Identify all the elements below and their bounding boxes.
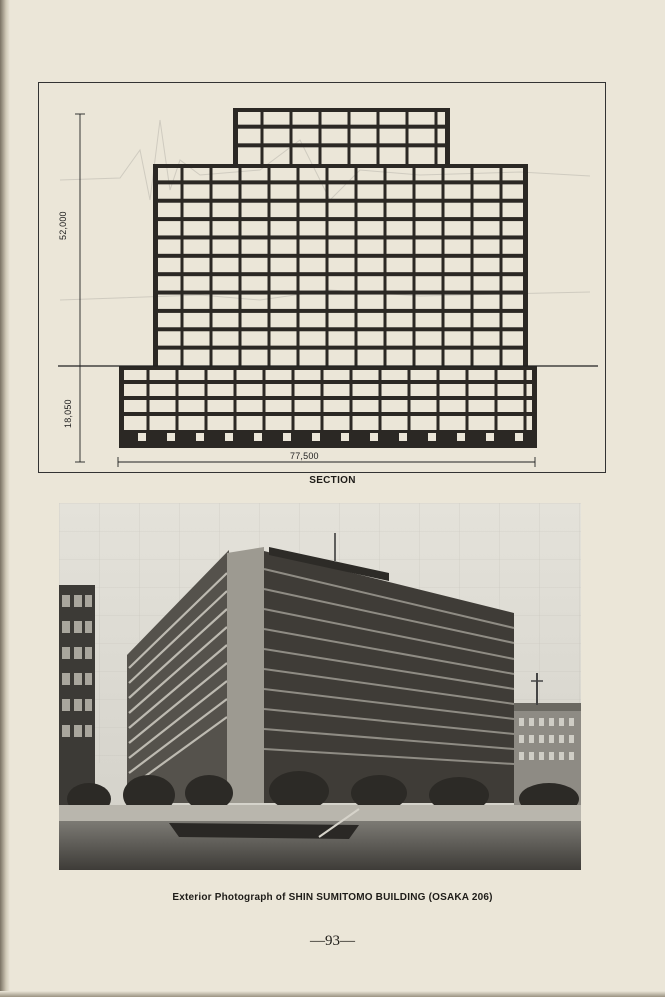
tower-column: [181, 164, 184, 366]
basement-column: [379, 366, 382, 430]
tower-column: [268, 164, 271, 366]
basement-column: [205, 366, 208, 430]
penthouse-slab: [233, 143, 450, 147]
foundation-opening: [283, 433, 291, 441]
basement-slab: [119, 396, 537, 400]
foundation-opening: [399, 433, 407, 441]
penthouse-column: [435, 108, 438, 164]
basement-column: [321, 366, 324, 430]
tower-column: [442, 164, 445, 366]
penthouse-column: [290, 108, 293, 164]
foundation-opening: [515, 433, 523, 441]
basement-column: [408, 366, 411, 430]
basement-column: [466, 366, 469, 430]
basement-column: [350, 366, 353, 430]
penthouse-slab: [233, 108, 450, 112]
width-dimension-line: [118, 457, 535, 467]
basement-column: [292, 366, 295, 430]
basement-column: [437, 366, 440, 430]
height-dimension-line: [75, 114, 85, 462]
tower-column: [384, 164, 387, 366]
tower-column: [500, 164, 503, 366]
basement-column: [176, 366, 179, 430]
building-section-grid: [119, 108, 537, 448]
page-bottom-edge: [0, 991, 665, 997]
tower-column: [355, 164, 358, 366]
foundation-opening: [138, 433, 146, 441]
embankment: [59, 805, 581, 821]
foundation-opening: [167, 433, 175, 441]
penthouse-column: [348, 108, 351, 164]
penthouse-column: [406, 108, 409, 164]
photo-caption: Exterior Photograph of SHIN SUMITOMO BUILDING (OSAKA 206): [172, 892, 493, 903]
boat: [169, 823, 359, 839]
tower-column: [210, 164, 213, 366]
building-photograph: [59, 503, 581, 870]
page-number: —93—: [310, 933, 355, 949]
penthouse-column: [261, 108, 264, 164]
height-dimension-upper-label: 52,000: [58, 211, 68, 240]
penthouse-column: [319, 108, 322, 164]
tower-column: [471, 164, 474, 366]
penthouse-wall: [445, 108, 450, 164]
tower-column: [326, 164, 329, 366]
foundation-mat: [119, 430, 537, 448]
basement-column: [263, 366, 266, 430]
basement-slab: [119, 412, 537, 416]
basement-slab: [119, 380, 537, 384]
foundation-opening: [254, 433, 262, 441]
penthouse-column: [377, 108, 380, 164]
basement-column: [234, 366, 237, 430]
basement-column: [495, 366, 498, 430]
penthouse-slab: [233, 125, 450, 129]
tower-wall: [153, 164, 158, 366]
foundation-opening: [225, 433, 233, 441]
foundation-opening: [370, 433, 378, 441]
foundation-opening: [196, 433, 204, 441]
tower-wall: [523, 164, 528, 366]
basement-column: [524, 366, 527, 430]
foundation-opening: [486, 433, 494, 441]
height-dimension-lower-label: 18,050: [63, 399, 73, 428]
section-label: SECTION: [309, 475, 356, 486]
foundation-opening: [428, 433, 436, 441]
width-dimension-label: 77,500: [290, 451, 319, 461]
left-neighbor-building: [59, 585, 95, 815]
foundation-opening: [341, 433, 349, 441]
foundation-opening: [457, 433, 465, 441]
foundation-opening: [312, 433, 320, 441]
penthouse-wall: [233, 108, 238, 164]
tower-column: [413, 164, 416, 366]
tower-column: [239, 164, 242, 366]
tower-column: [297, 164, 300, 366]
basement-column: [147, 366, 150, 430]
